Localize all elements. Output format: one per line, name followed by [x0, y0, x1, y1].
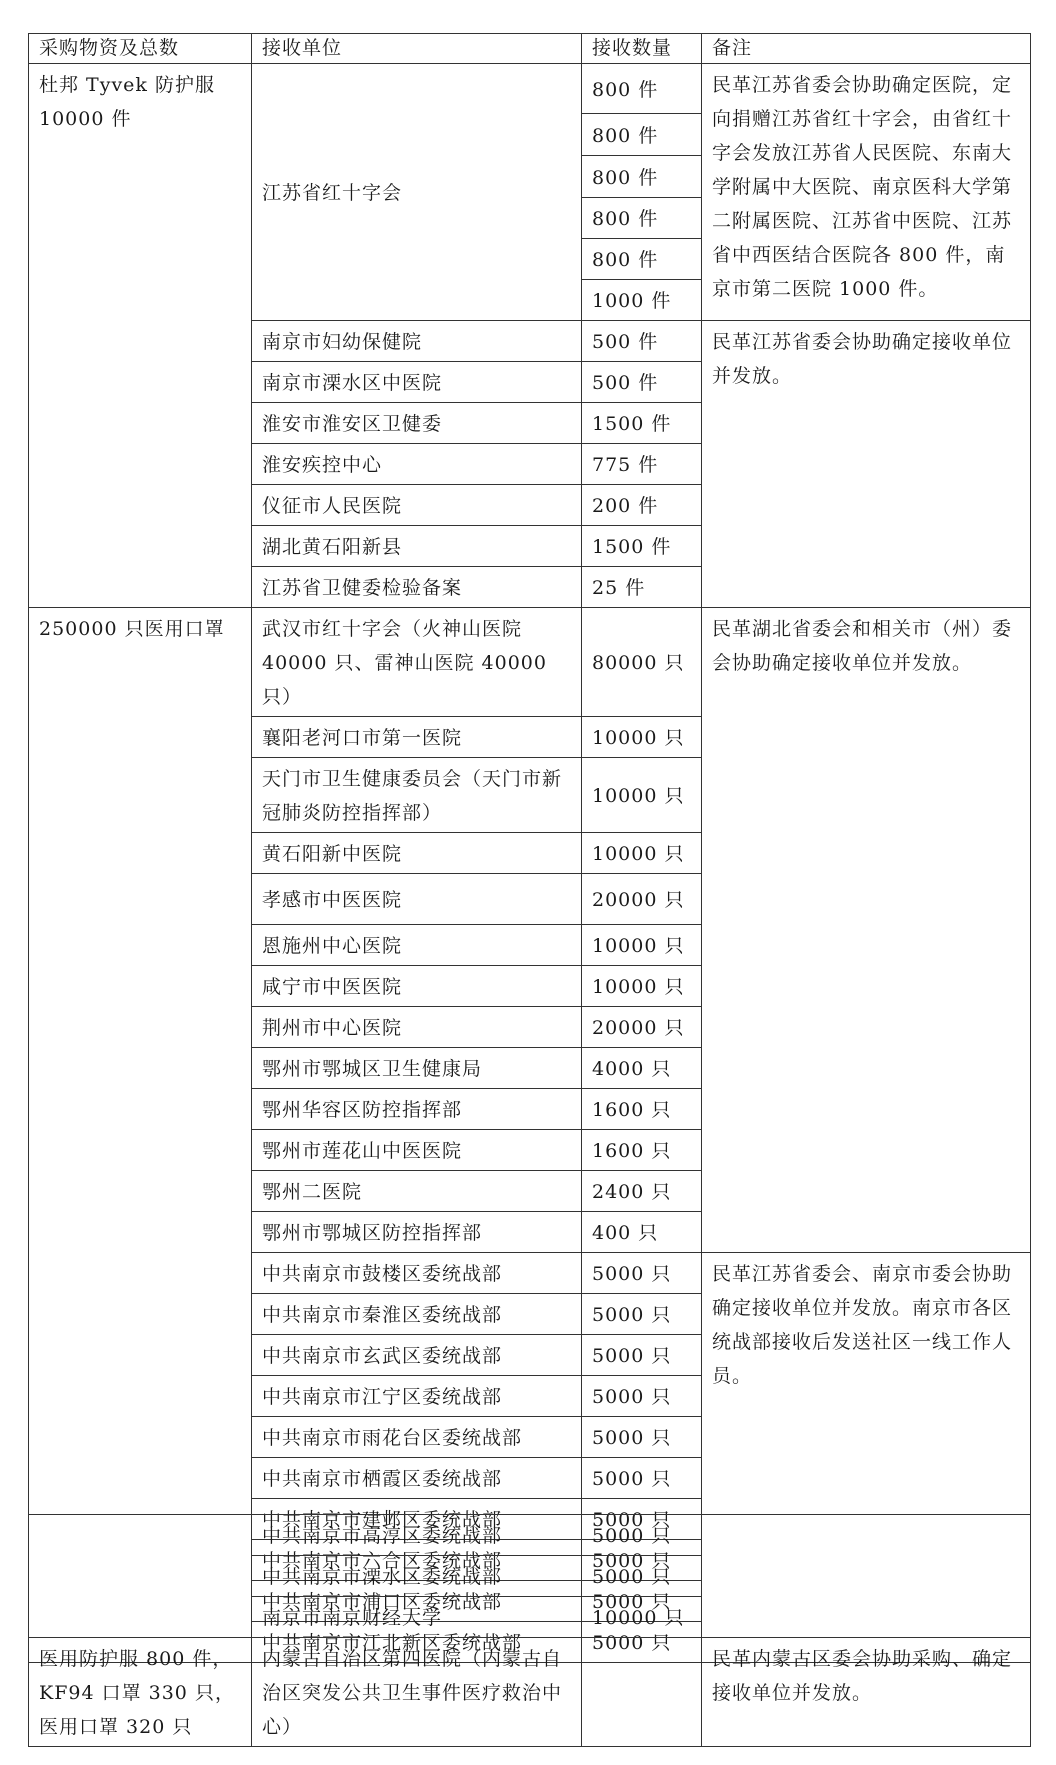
unit-nanjing-6: 中共南京市栖霞区委统战部	[252, 1458, 582, 1499]
qty-hubei-12: 2400 只	[582, 1171, 702, 1212]
qty-hubei-4: 10000 只	[582, 833, 702, 874]
qty-tyvek-3: 1500 件	[582, 403, 702, 444]
qty-continued-2: 5000 只	[582, 1556, 702, 1597]
unit-hubei-5: 孝感市中医医院	[252, 874, 582, 925]
qty-nanjing-8: 5000 只	[582, 1540, 702, 1581]
unit-hubei-7: 咸宁市中医医院	[252, 966, 582, 1007]
note-masks-nanjing: 民革江苏省委会、南京市委会协助确定接收单位并发放。南京市各区统战部接收后发送社区一线工作人员。	[702, 1253, 1031, 1663]
unit-continued-1: 中共南京市高淳区委统战部	[252, 1515, 582, 1556]
qty-mongolia	[582, 1638, 702, 1747]
header-cell-unit: 接收单位	[252, 34, 582, 64]
unit-nanjing-4: 中共南京市江宁区委统战部	[252, 1376, 582, 1417]
unit-hubei-12: 鄂州二医院	[252, 1171, 582, 1212]
qty-hubei-3: 10000 只	[582, 758, 702, 833]
qty-hubei-11: 1600 只	[582, 1130, 702, 1171]
unit-hubei-1: 武汉市红十字会（火神山医院 40000 只、雷神山医院 40000 只）	[252, 608, 582, 717]
unit-hubei-6: 恩施州中心医院	[252, 925, 582, 966]
unit-hubei-8: 荆州市中心医院	[252, 1007, 582, 1048]
qty-redcross-6: 1000 件	[582, 280, 702, 321]
unit-hubei-4: 黄石阳新中医院	[252, 833, 582, 874]
note-tyvek-redcross: 民革江苏省委会协助确定医院，定向捐赠江苏省红十字会，由省红十字会发放江苏省人民医院、东南大学附属中大医院、南京医科大学第二附属医院、江苏省中医院、江苏省中西医结合医院各 800 件，南京市第二医院 1000 件。	[702, 64, 1031, 321]
header-cell-item: 采购物资及总数	[29, 34, 252, 64]
note-mongolia: 民革内蒙古区委会协助采购、确定接收单位并发放。	[702, 1638, 1031, 1747]
qty-redcross-5: 800 件	[582, 239, 702, 280]
qty-tyvek-6: 1500 件	[582, 526, 702, 567]
qty-tyvek-2: 500 件	[582, 362, 702, 403]
qty-nanjing-5: 5000 只	[582, 1417, 702, 1458]
unit-tyvek-4: 淮安疾控中心	[252, 444, 582, 485]
unit-hubei-9: 鄂州市鄂城区卫生健康局	[252, 1048, 582, 1089]
item-mongolia: 医用防护服 800 件，KF94 口罩 330 只，医用口罩 320 只	[29, 1638, 252, 1747]
unit-nanjing-7: 中共南京市建邺区委统战部	[252, 1499, 582, 1540]
qty-nanjing-9: 5000 只	[582, 1581, 702, 1622]
unit-nanjing-9: 中共南京市浦口区委统战部	[252, 1581, 582, 1622]
qty-continued-1: 5000 只	[582, 1515, 702, 1556]
qty-hubei-8: 20000 只	[582, 1007, 702, 1048]
qty-hubei-7: 10000 只	[582, 966, 702, 1007]
item-tyvek: 杜邦 Tyvek 防护服 10000 件	[29, 64, 252, 608]
qty-nanjing-10: 5000 只	[582, 1622, 702, 1663]
qty-nanjing-4: 5000 只	[582, 1376, 702, 1417]
qty-tyvek-1: 500 件	[582, 321, 702, 362]
qty-nanjing-3: 5000 只	[582, 1335, 702, 1376]
qty-nanjing-7: 5000 只	[582, 1499, 702, 1540]
qty-hubei-10: 1600 只	[582, 1089, 702, 1130]
header-cell-note: 备注	[702, 34, 1031, 64]
unit-hubei-2: 襄阳老河口市第一医院	[252, 717, 582, 758]
unit-hubei-11: 鄂州市莲花山中医医院	[252, 1130, 582, 1171]
unit-hubei-13: 鄂州市鄂城区防控指挥部	[252, 1212, 582, 1253]
qty-tyvek-4: 775 件	[582, 444, 702, 485]
note-continued-empty	[702, 1515, 1031, 1638]
qty-hubei-5: 20000 只	[582, 874, 702, 925]
qty-hubei-13: 400 只	[582, 1212, 702, 1253]
qty-tyvek-7: 25 件	[582, 567, 702, 608]
unit-hubei-10: 鄂州华容区防控指挥部	[252, 1089, 582, 1130]
note-tyvek-jiangsu: 民革江苏省委会协助确定接收单位并发放。	[702, 321, 1031, 608]
unit-continued-2: 中共南京市溧水区委统战部	[252, 1556, 582, 1597]
qty-hubei-1: 80000 只	[582, 608, 702, 717]
unit-nanjing-5: 中共南京市雨花台区委统战部	[252, 1417, 582, 1458]
unit-tyvek-3: 淮安市淮安区卫健委	[252, 403, 582, 444]
note-masks-hubei: 民革湖北省委会和相关市（州）委会协助确定接收单位并发放。	[702, 608, 1031, 1253]
qty-redcross-2: 800 件	[582, 114, 702, 156]
unit-nanjing-8: 中共南京市六合区委统战部	[252, 1540, 582, 1581]
donation-table-continued	[28, 1514, 1031, 1747]
unit-tyvek-7: 江苏省卫健委检验备案	[252, 567, 582, 608]
qty-hubei-6: 10000 只	[582, 925, 702, 966]
qty-hubei-2: 10000 只	[582, 717, 702, 758]
item-continued-empty	[29, 1515, 252, 1638]
unit-nanjing-1: 中共南京市鼓楼区委统战部	[252, 1253, 582, 1294]
header-row	[29, 34, 1031, 64]
qty-nanjing-1: 5000 只	[582, 1253, 702, 1294]
qty-redcross-1: 800 件	[582, 64, 702, 114]
qty-hubei-9: 4000 只	[582, 1048, 702, 1089]
unit-tyvek-6: 湖北黄石阳新县	[252, 526, 582, 567]
item-masks: 250000 只医用口罩	[29, 608, 252, 1663]
donation-table	[28, 33, 1031, 1663]
unit-nanjing-10: 中共南京市江北新区委统战部	[252, 1622, 582, 1663]
qty-nanjing-6: 5000 只	[582, 1458, 702, 1499]
qty-redcross-3: 800 件	[582, 156, 702, 198]
qty-tyvek-5: 200 件	[582, 485, 702, 526]
unit-mongolia: 内蒙古自治区第四医院（内蒙古自治区突发公共卫生事件医疗救治中心）	[252, 1638, 582, 1747]
unit-jiangsu-redcross: 江苏省红十字会	[252, 64, 582, 321]
unit-tyvek-1: 南京市妇幼保健院	[252, 321, 582, 362]
qty-redcross-4: 800 件	[582, 198, 702, 239]
header-cell-qty: 接收数量	[582, 34, 702, 64]
qty-continued-3: 10000 只	[582, 1597, 702, 1638]
unit-hubei-3: 天门市卫生健康委员会（天门市新冠肺炎防控指挥部）	[252, 758, 582, 833]
unit-nanjing-3: 中共南京市玄武区委统战部	[252, 1335, 582, 1376]
unit-nanjing-2: 中共南京市秦淮区委统战部	[252, 1294, 582, 1335]
unit-tyvek-5: 仪征市人民医院	[252, 485, 582, 526]
qty-nanjing-2: 5000 只	[582, 1294, 702, 1335]
unit-continued-3: 南京市南京财经大学	[252, 1597, 582, 1638]
unit-tyvek-2: 南京市溧水区中医院	[252, 362, 582, 403]
